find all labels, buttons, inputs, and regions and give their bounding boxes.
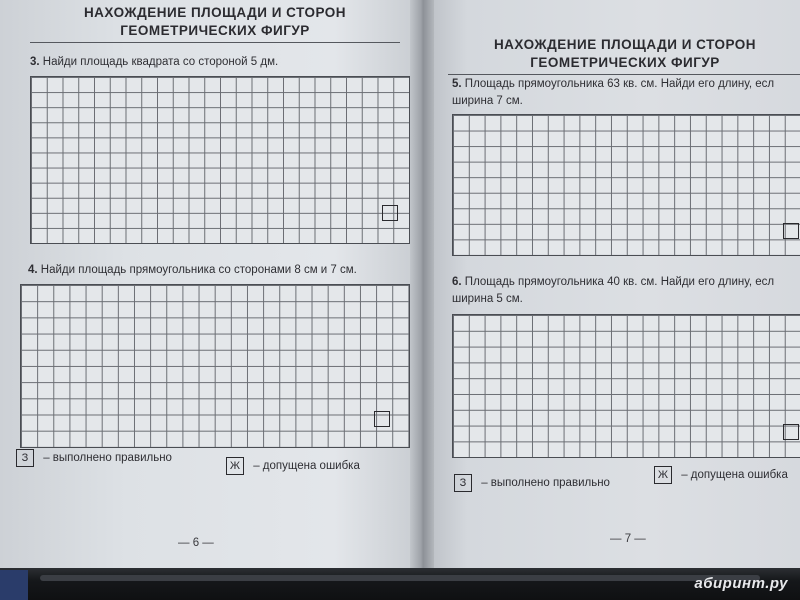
task-6-line2: ширина 5 см.: [452, 293, 523, 305]
watermark: абиринт.ру: [694, 575, 788, 592]
left-title-underline: [30, 42, 400, 43]
binder-strip: [40, 575, 760, 581]
legend-correct-text: – выполнено правильно: [43, 452, 172, 465]
legend-error-box: Ж: [226, 457, 244, 475]
legend-error-text-right: – допущена ошибка: [681, 469, 788, 482]
task-6-line1: Площадь прямоугольника 40 кв. см. Найди его длину, есл: [464, 276, 775, 288]
task-5-number: 5.: [452, 78, 462, 90]
binder-corner: [0, 570, 28, 600]
right-page-number: — 7 —: [610, 533, 646, 545]
right-title-underline: [448, 74, 800, 75]
right-title-line2: ГЕОМЕТРИЧЕСКИХ ФИГУР: [530, 55, 720, 70]
right-legend-error: [654, 466, 788, 484]
task-4-number: 4.: [28, 264, 38, 276]
book-spine: [410, 0, 434, 570]
legend-correct-text-right: – выполнено правильно: [481, 477, 610, 490]
legend-correct-box-right: З: [454, 474, 472, 492]
task-5-grid: [452, 114, 800, 256]
task-5-line2: ширина 7 см.: [452, 95, 523, 107]
task-4: [28, 262, 357, 279]
left-title-line1: НАХОЖДЕНИЕ ПЛОЩАДИ И СТОРОН: [83, 5, 347, 20]
task-5-check-box[interactable]: [783, 223, 799, 239]
legend-error-text: – допущена ошибка: [253, 460, 360, 473]
task-4-check-box[interactable]: [374, 411, 390, 427]
right-title: [470, 36, 780, 72]
task-3-text: Найди площадь квадрата со стороной 5 дм.: [42, 56, 279, 68]
task-5-line1: Площадь прямоугольника 63 кв. см. Найди его длину, есл: [464, 78, 775, 90]
task-6-grid: [452, 314, 800, 458]
task-3-grid: [30, 76, 410, 244]
task-4-text: Найди площадь прямоугольника со сторонами 8 см и 7 см.: [40, 264, 357, 276]
legend-error-box-right: Ж: [654, 466, 672, 484]
right-legend-correct: [454, 474, 610, 492]
task-3: [30, 54, 278, 71]
left-title: [40, 4, 390, 40]
task-6-number: 6.: [452, 276, 462, 288]
left-title-line2: ГЕОМЕТРИЧЕСКИХ ФИГУР: [120, 23, 310, 38]
task-6-check-box[interactable]: [783, 424, 799, 440]
task-4-grid: [20, 284, 410, 448]
task-6: [452, 274, 774, 308]
binder-edge: [0, 568, 800, 600]
task-3-number: 3.: [30, 56, 40, 68]
right-title-line1: НАХОЖДЕНИЕ ПЛОЩАДИ И СТОРОН: [493, 37, 757, 52]
task-3-check-box[interactable]: [382, 205, 398, 221]
legend-correct-box: З: [16, 449, 34, 467]
left-legend-error: [226, 457, 360, 475]
left-page-number: — 6 —: [178, 537, 214, 549]
task-5: [452, 76, 774, 110]
left-legend-correct: [16, 449, 172, 467]
